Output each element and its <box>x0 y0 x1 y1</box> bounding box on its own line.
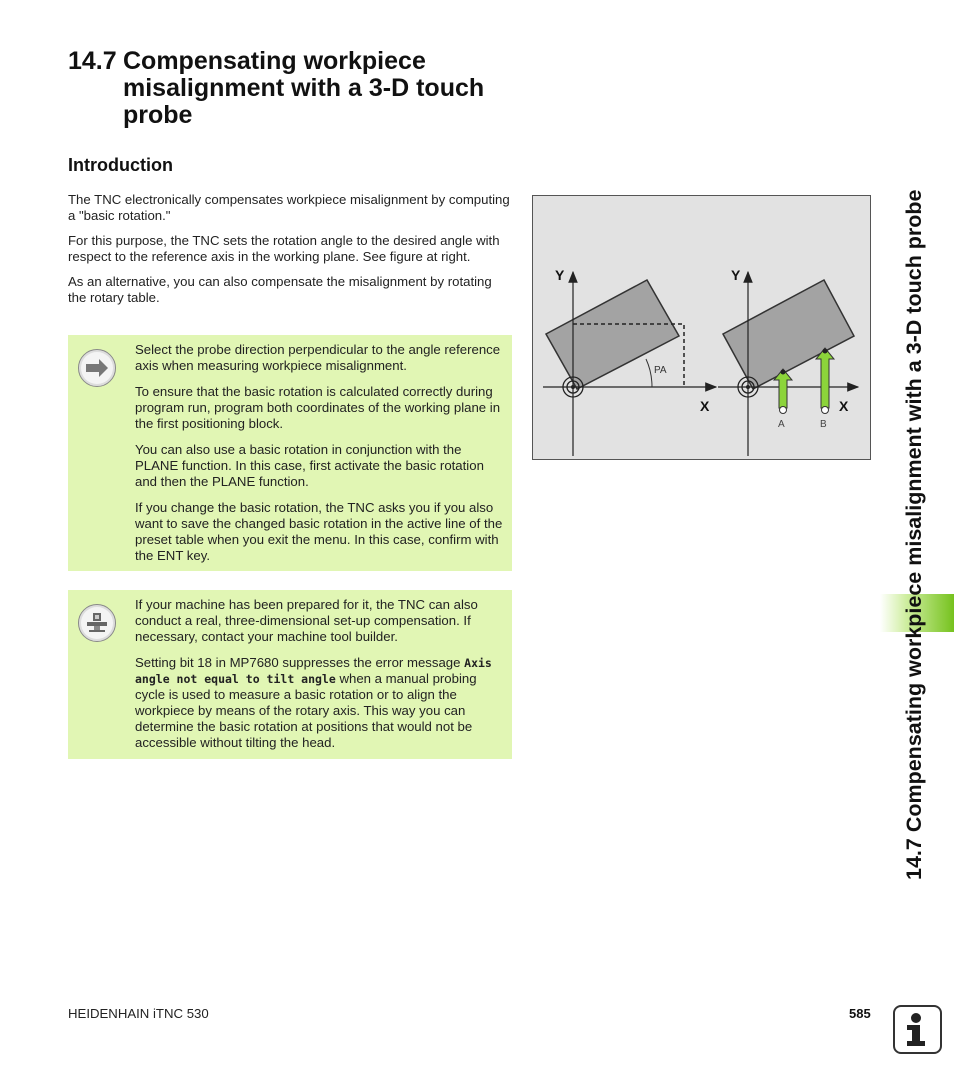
note-text-after: when a manual probing cycle is used to measure a basic rotation or to align the workpiece by means of the rotary axis. This way you can determine the basic rotation at positions that would not be accessible without tilting the head. <box>135 671 477 750</box>
contact-point-b <box>823 349 828 354</box>
misalignment-figure <box>532 195 871 460</box>
figure-drawing <box>533 196 870 459</box>
x-label: X <box>700 398 710 414</box>
note-paragraph: If you change the basic rotation, the TNC asks you if you also want to save the changed basic rotation in the active line of the preset table when you exit the menu. In this case, confirm with the ENT key. <box>135 500 503 563</box>
note-box <box>68 335 512 571</box>
paragraph: For this purpose, the TNC sets the rotation angle to the desired angle with respect to the reference axis in the working plane. See figure at right. <box>68 233 500 264</box>
subheading: Introduction <box>68 155 173 175</box>
info-icon <box>893 1005 942 1054</box>
y-label: Y <box>555 267 565 283</box>
machine-icon <box>78 604 116 642</box>
section-title-text: Compensating workpiece misalignment with a 3-D touch probe <box>123 47 485 129</box>
note-paragraph: You can also use a basic rotation in conjunction with the PLANE function. In this case, first activate the basic rotation and then the PLANE function. <box>135 442 484 489</box>
note-paragraph: If your machine has been prepared for it, the TNC can also conduct a real, three-dimensional set-up compensation. If necessary, contact your machine tool builder. <box>135 597 478 644</box>
note-paragraph <box>135 655 505 751</box>
probe-center <box>571 385 575 389</box>
angle-arc <box>646 359 652 387</box>
arrow-right-icon <box>78 349 116 387</box>
error-message-code: Axis angle not equal to tilt angle <box>135 656 492 686</box>
probe-center <box>746 385 750 389</box>
note-text <box>135 342 505 574</box>
contact-point-a <box>781 370 786 375</box>
footer-product: HEIDENHAIN iTNC 530 <box>68 1006 209 1021</box>
note-paragraph: To ensure that the basic rotation is calculated correctly during program run, program both coordinates of the working plane in the first positioning block. <box>135 384 501 431</box>
side-title-text: 14.7 Compensating workpiece misalignment with a 3-D touch probe <box>902 189 926 880</box>
left-diagram <box>543 267 716 456</box>
point-label-b: B <box>820 419 827 430</box>
start-point-a <box>780 407 787 414</box>
note-paragraph: Select the probe direction perpendicular to the angle reference axis when measuring workpiece misalignment. <box>135 342 501 373</box>
paragraph: As an alternative, you can also compensate the misalignment by rotating the rotary table. <box>68 274 492 305</box>
note-text <box>135 597 505 761</box>
paragraph: The TNC electronically compensates workpiece misalignment by computing a "basic rotation." <box>68 192 510 223</box>
intro-text <box>68 192 513 315</box>
page-number: 585 <box>849 1006 871 1021</box>
probe-arrow-b <box>816 348 834 408</box>
start-point-b <box>822 407 829 414</box>
x-label: X <box>839 398 849 414</box>
section-number: 14.7 <box>68 47 117 75</box>
right-diagram <box>718 267 858 456</box>
section-title <box>68 48 528 129</box>
machine-note-box <box>68 590 512 759</box>
note-text-before: Setting bit 18 in MP7680 suppresses the error message <box>135 655 465 670</box>
y-label: Y <box>731 267 741 283</box>
workpiece <box>723 280 854 389</box>
angle-label: PA <box>654 365 667 376</box>
point-label-a: A <box>778 419 785 430</box>
